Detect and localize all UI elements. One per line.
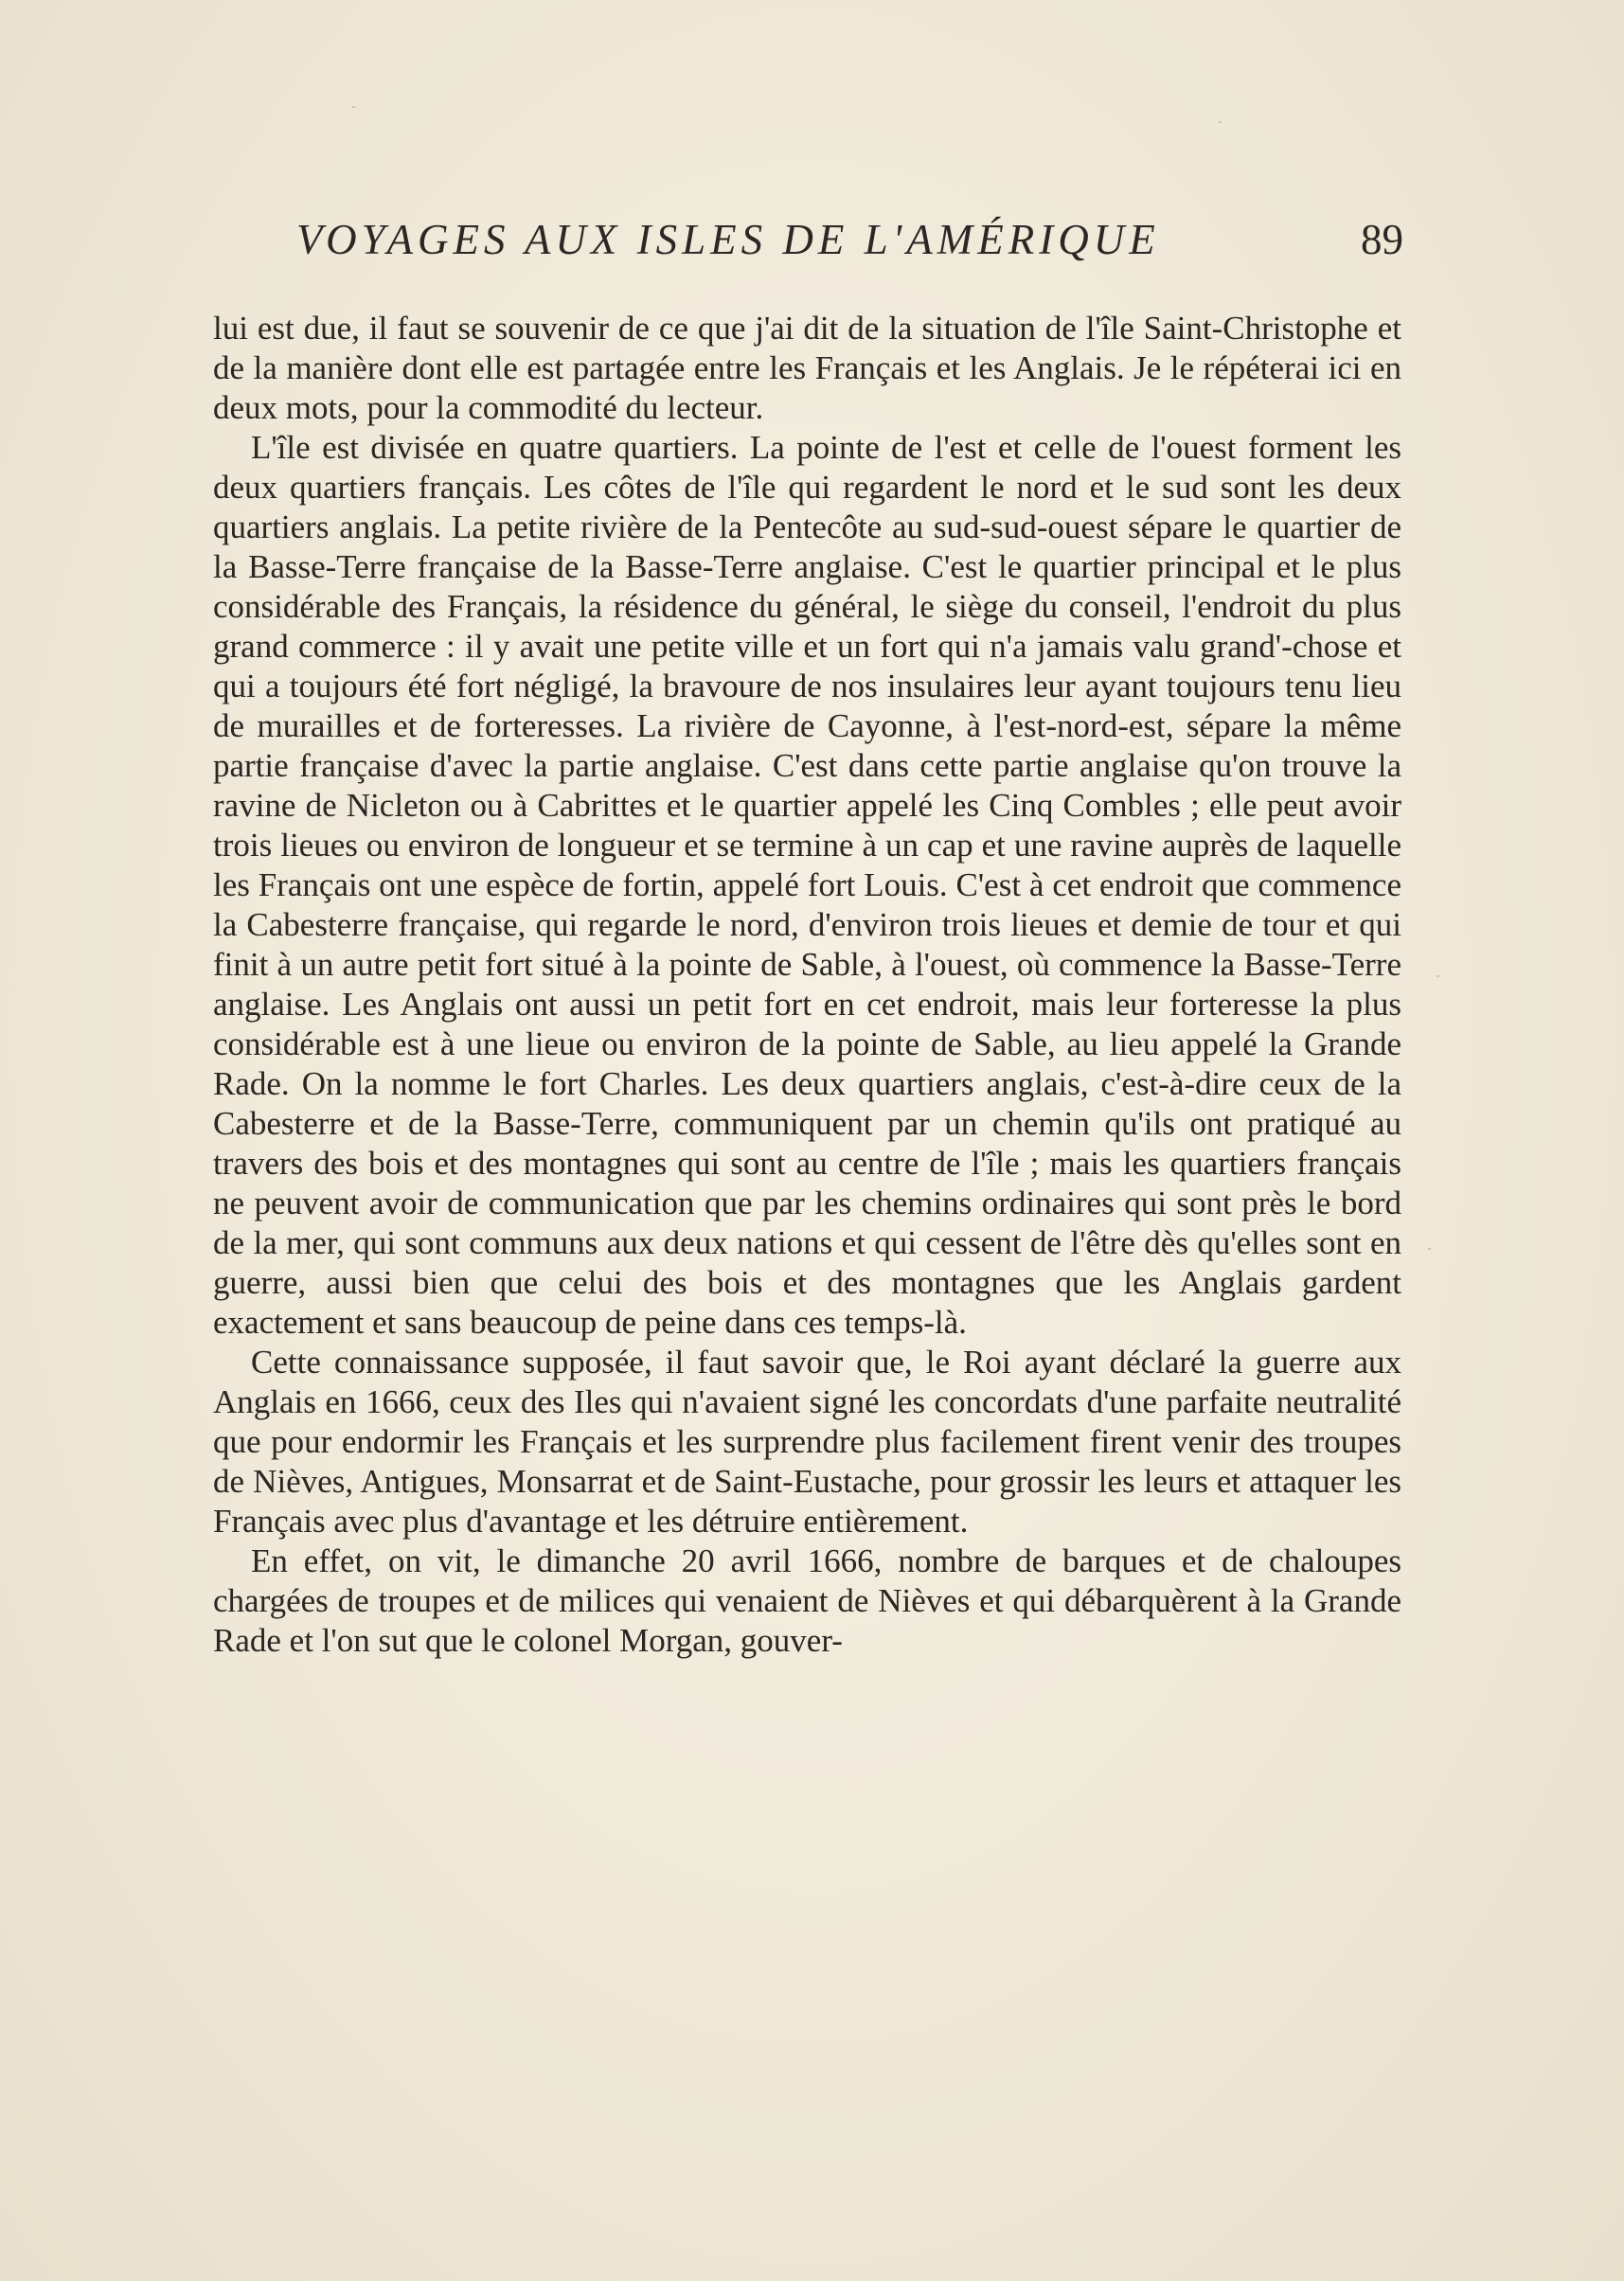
paper-speck xyxy=(1219,121,1222,123)
paper-speck xyxy=(1428,1248,1431,1250)
paragraph: Cette connaissance supposée, il faut savoir que, le Roi ayant déclaré la guerre aux Anglais en 1666, ceux des Iles qui n'avaient signé les concordats d'une parfaite neutralité que pour endormir les Français et les surprendre plus facilement firent venir des troupes de Nièves, Antigues, Monsarrat et de Saint-Eustache, pour grossir les leurs et attaquer les Français avec plus d'avantage et les détruire entièrement. xyxy=(213,1344,1401,1540)
paper-speck xyxy=(1437,975,1439,977)
paragraph: L'île est divisée en quatre quartiers. La pointe de l'est et celle de l'ouest forment les deux quartiers français. Les côtes de l'île qui regardent le nord et le sud sont les deux quartiers anglais. La petite rivière de la Pentecôte au sud-sud-ouest sépare le quartier de la Basse-Terre française de la Basse-Terre anglaise. C'est le quartier principal et le plus considérable des Français, la résidence du général, le siège du conseil, l'endroit du plus grand commerce : il y avait une petite ville et un fort qui n'a jamais valu grand'-chose et qui a toujours été fort négligé, la bravoure de nos insulaires leur ayant toujours tenu lieu de murailles et de forteresses. La rivière de Cayonne, à l'est-nord-est, sépare la même partie française d'avec la partie anglaise. C'est dans cette partie anglaise qu'on trouve la ravine de Nicleton ou à Cabrittes et le quartier appelé les Cinq Combles ; elle peut avoir trois lieues ou environ de longueur et se termine à un cap et une ravine auprès de laquelle les Français ont une espèce de fortin, appelé fort Louis. C'est à cet endroit que commence la Cabesterre française, qui regarde le nord, d'environ trois lieues et demie de tour et qui finit à un autre petit fort situé à la pointe de Sable, à l'ouest, où commence la Basse-Terre anglaise. Les Anglais ont aussi un petit fort en cet endroit, mais leur forteresse la plus considérable est à une lieue ou environ de la pointe de Sable, au lieu appelé la Grande Rade. On la nomme le fort Charles. Les deux quartiers anglais, c'est-à-dire ceux de la Cabesterre et de la Basse-Terre, communiquent par un chemin qu'ils ont pratiqué au travers des bois et des montagnes qui sont au centre de l'île ; mais les quartiers français ne peuvent avoir de communication que par les chemins ordinaires qui sont près le bord de la mer, qui sont communs aux deux nations et qui cessent de l'être dès qu'elles sont en guerre, aussi bien que celui des bois et des montagnes que les Anglais gardent exactement et sans beaucoup de peine dans ces temps-là. xyxy=(213,429,1401,1341)
paragraph: lui est due, il faut se souvenir de ce que j'ai dit de la situation de l'île Saint-Christophe et de la manière dont elle est partagée entre les Français et les Anglais. Je le répéterai ici en deux mots, pour la commodité du lecteur. xyxy=(213,310,1401,426)
page-number: 89 xyxy=(1361,216,1403,263)
running-title: VOYAGES AUX ISLES DE L'AMÉRIQUE xyxy=(296,216,1160,263)
running-head xyxy=(213,206,1411,273)
paper-speck xyxy=(352,106,355,108)
body-text xyxy=(213,309,1401,1661)
paragraph: En effet, on vit, le dimanche 20 avril 1666, nombre de barques et de chaloupes chargées de troupes et de milices qui venaient de Nièves et qui débarquèrent à la Grande Rade et l'on sut que le colonel Morgan, gouver- xyxy=(213,1542,1401,1659)
